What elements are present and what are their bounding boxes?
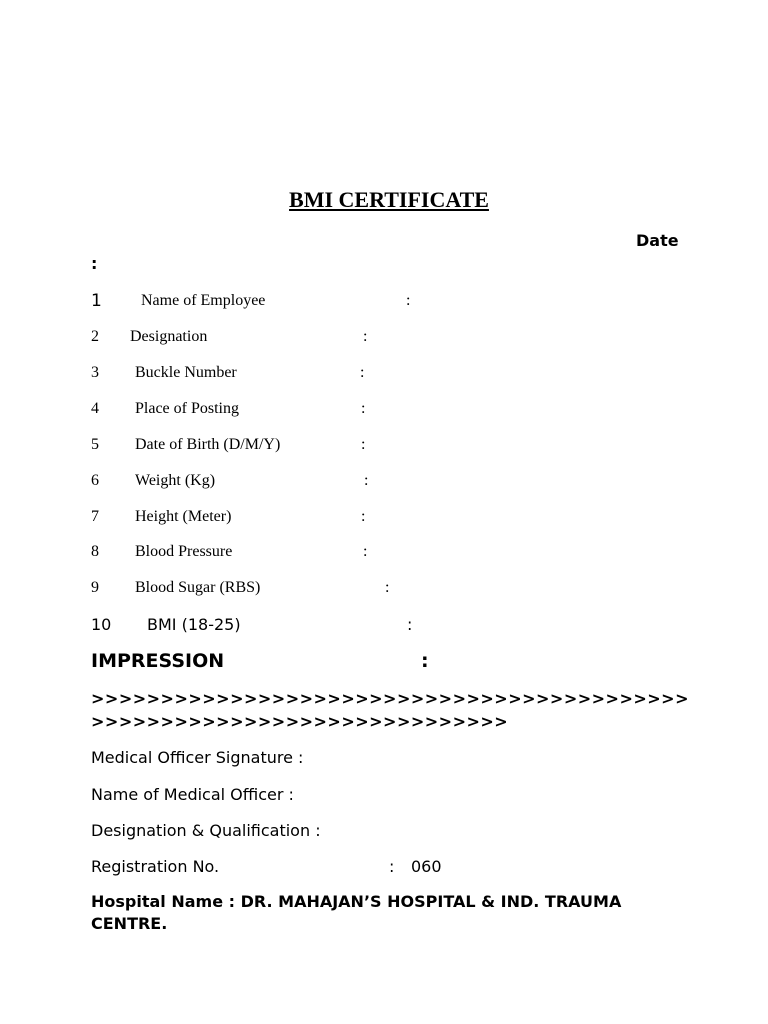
medical-officer-signature-label: Medical Officer Signature : xyxy=(91,748,304,767)
row-colon-1: : xyxy=(406,292,411,309)
row-label-bmi: BMI (18-25) xyxy=(147,615,241,634)
row-label-place-of-posting: Place of Posting xyxy=(135,400,239,417)
date-label: Date xyxy=(636,231,679,250)
row-number-2: 2 xyxy=(91,328,99,345)
row-number-9: 9 xyxy=(91,579,99,596)
row-number-5: 5 xyxy=(91,436,99,453)
row-number-3: 3 xyxy=(91,364,99,381)
date-colon: : xyxy=(91,254,98,273)
hospital-name-line-2: CENTRE. xyxy=(91,914,168,933)
row-colon-7: : xyxy=(361,508,366,525)
row-label-height: Height (Meter) xyxy=(135,508,232,525)
impression-label: IMPRESSION xyxy=(91,650,225,672)
impression-arrows-line-1: >>>>>>>>>>>>>>>>>>>>>>>>>>>>>>>>>>>>>>>>>>> xyxy=(91,689,689,708)
row-colon-3: : xyxy=(360,364,365,381)
row-colon-8: : xyxy=(363,543,368,560)
row-number-1: 1 xyxy=(91,291,102,311)
row-number-10: 10 xyxy=(91,615,112,634)
row-number-7: 7 xyxy=(91,508,99,525)
registration-number-label: Registration No. xyxy=(91,857,220,876)
row-colon-2: : xyxy=(363,328,368,345)
row-label-date-of-birth: Date of Birth (D/M/Y) xyxy=(135,436,281,453)
row-label-name-of-employee: Name of Employee xyxy=(141,292,266,309)
impression-arrows-line-2: >>>>>>>>>>>>>>>>>>>>>>>>>>>>>> xyxy=(91,712,509,731)
row-number-8: 8 xyxy=(91,543,99,560)
registration-number-value: 060 xyxy=(411,857,442,876)
row-number-6: 6 xyxy=(91,472,99,489)
row-colon-5: : xyxy=(361,436,366,453)
document-title: BMI CERTIFICATE xyxy=(289,187,489,212)
row-label-designation: Designation xyxy=(130,328,208,345)
row-label-blood-sugar: Blood Sugar (RBS) xyxy=(135,579,261,596)
row-label-buckle-number: Buckle Number xyxy=(135,364,237,381)
row-number-4: 4 xyxy=(91,400,99,417)
impression-colon: : xyxy=(421,650,429,672)
designation-qualification-label: Designation & Qualification : xyxy=(91,821,321,840)
row-colon-4: : xyxy=(361,400,366,417)
row-colon-9: : xyxy=(385,579,390,596)
row-colon-6: : xyxy=(364,472,369,489)
medical-officer-name-label: Name of Medical Officer : xyxy=(91,785,294,804)
hospital-name-line-1: Hospital Name : DR. MAHAJAN’S HOSPITAL & IND. TRAUMA xyxy=(91,892,622,911)
row-colon-10: : xyxy=(407,615,413,634)
row-label-blood-pressure: Blood Pressure xyxy=(135,543,233,560)
row-label-weight: Weight (Kg) xyxy=(135,472,216,489)
registration-number-colon: : xyxy=(389,857,395,876)
